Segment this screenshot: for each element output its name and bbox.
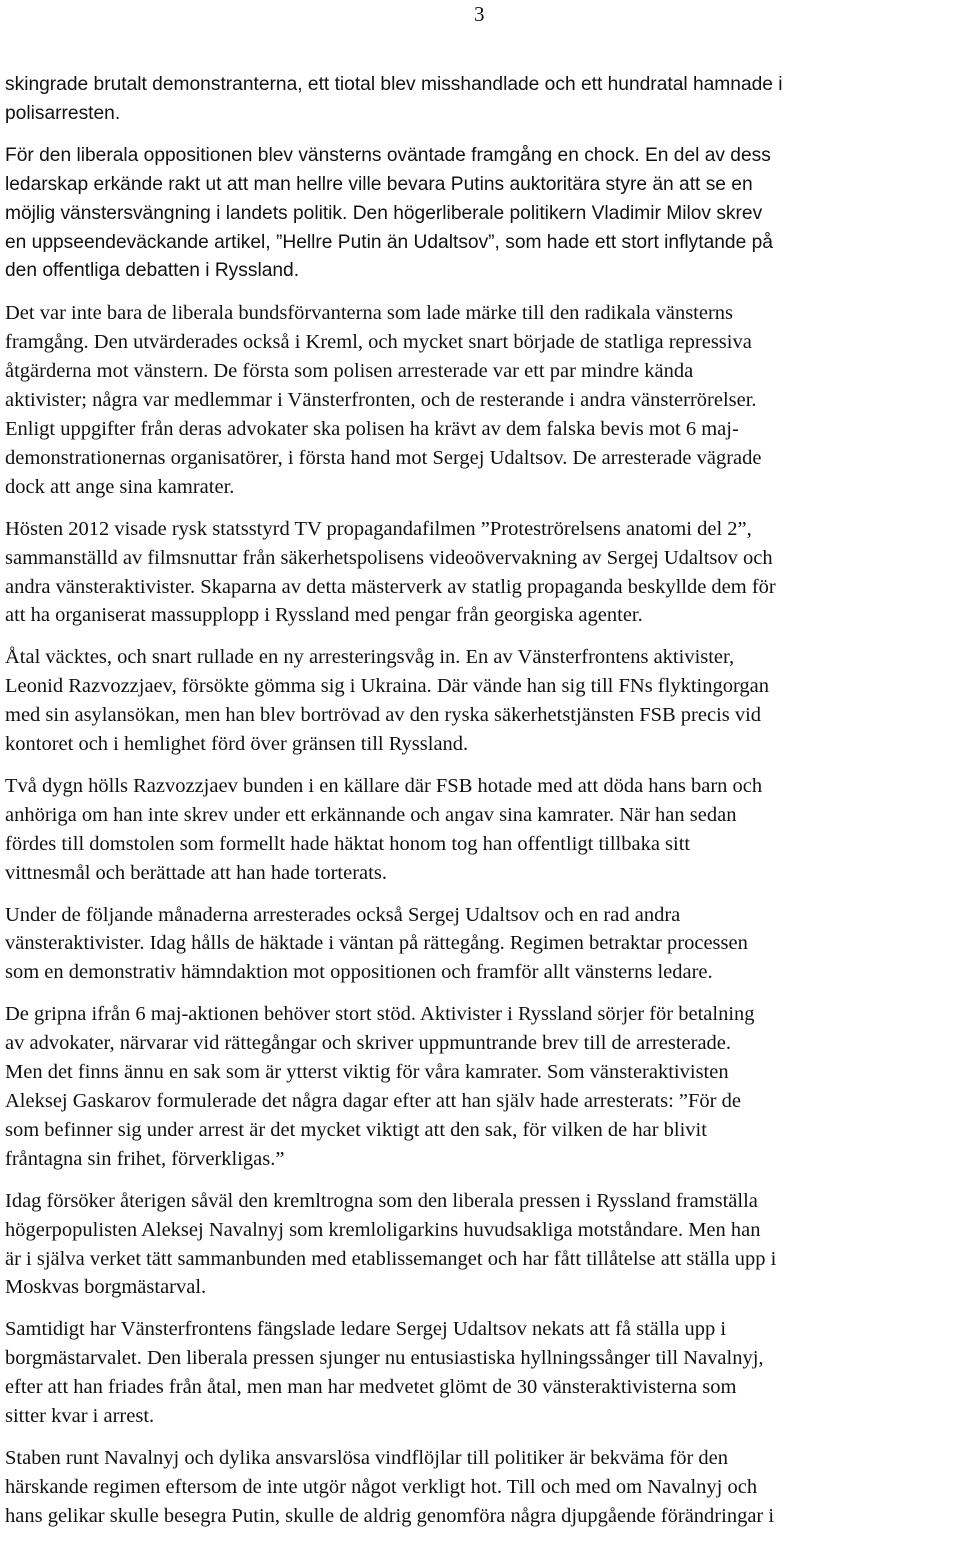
text-line: Åtal väcktes, och snart rullade en ny arresteringsvåg in. En av Vänsterfrontens aktivister, <box>5 646 735 669</box>
paragraph <box>5 299 953 501</box>
text-line: De gripna ifrån 6 maj-aktionen behöver stort stöd. Aktivister i Ryssland sörjer för betalning <box>5 1003 755 1026</box>
text-line: dock att ange sina kamrater. <box>5 475 235 498</box>
paragraph <box>5 1187 953 1303</box>
paragraph <box>5 142 953 287</box>
paragraph <box>5 643 953 759</box>
text-line: ledarskap erkände rakt ut att man hellre ville bevara Putins auktoritära styre än att se en <box>5 173 753 195</box>
text-line: borgmästarvalet. Den liberala pressen sjunger nu entusiastiska hyllningssånger till Navalnyj, <box>5 1347 764 1370</box>
paragraph <box>5 772 953 888</box>
text-line: aktivister; några var medlemmar i Vänsterfronten, och de resterande i andra vänsterrörelser. <box>5 389 757 412</box>
text-line: Idag försöker återigen såväl den kremltrogna som den liberala pressen i Ryssland framställa <box>5 1189 758 1212</box>
text-line: som en demonstrativ hämndaktion mot oppositionen och framför allt vänsterns ledare. <box>5 961 713 984</box>
text-line: är i själva verket tätt sammanbunden med etablissemanget och har fått tillåtelse att ställa upp i <box>5 1247 777 1270</box>
text-line: andra vänsteraktivister. Skaparna av detta mästerverk av statlig propaganda beskyllde dem för <box>5 575 776 598</box>
text-line: av advokater, närvarar vid rättegångar och skriver uppmuntrande brev till de arresterade. <box>5 1032 732 1055</box>
text-line: Hösten 2012 visade rysk statsstyrd TV propagandafilmen ”Proteströrelsens anatomi del 2”, <box>5 517 752 540</box>
document-body <box>5 71 953 1544</box>
text-line: hans gelikar skulle besegra Putin, skulle de aldrig genomföra några djupgående förändringar i <box>5 1504 775 1527</box>
text-line: polisarresten. <box>5 102 121 124</box>
text-line: som befinner sig under arrest är det mycket viktigt att den sak, för vilken de har blivit <box>5 1118 707 1141</box>
text-line: vittnesmål och berättade att han hade torterats. <box>5 861 387 884</box>
text-line: Samtidigt har Vänsterfrontens fängslade ledare Sergej Udaltsov nekats att få ställa upp i <box>5 1318 727 1341</box>
text-line: sammanställd av filmsnuttar från säkerhetspolisens videoövervakning av Sergej Udaltsov och <box>5 546 773 569</box>
text-line: härskande regimen eftersom de inte utgör något verkligt hot. Till och med om Navalnyj och <box>5 1475 758 1498</box>
text-line: Enligt uppgifter från deras advokater ska polisen ha krävt av dem falska bevis mot 6 maj- <box>5 417 739 440</box>
text-line: sitter kvar i arrest. <box>5 1405 155 1428</box>
paragraph <box>5 71 953 129</box>
text-line: kontoret och i hemlighet förd över gränsen till Ryssland. <box>5 733 469 756</box>
text-line: framgång. Den utvärderades också i Kreml, och mycket snart började de statliga repressiva <box>5 331 752 354</box>
paragraph <box>5 901 953 988</box>
paragraph <box>5 1444 953 1531</box>
text-line: skingrade brutalt demonstranterna, ett tiotal blev misshandlade och ett hundratal hamnade i <box>5 74 783 95</box>
paragraph <box>5 515 953 631</box>
text-line: anhöriga om han inte skrev under ett erkännande och angav sina kamrater. När han sedan <box>5 803 737 826</box>
text-line: Två dygn hölls Razvozzjaev bunden i en källare där FSB hotade med att döda hans barn och <box>5 774 763 797</box>
text-line: Men det finns ännu en sak som är ytterst viktig för våra kamrater. Som vänsteraktivisten <box>5 1061 729 1084</box>
text-line: att ha organiserat massupplopp i Ryssland med pengar från georgiska agenter. <box>5 604 643 627</box>
page-number: 3 <box>474 2 485 26</box>
text-line: fördes till domstolen som formellt hade häktat honom tog han offentligt tillbaka sitt <box>5 832 691 855</box>
text-line: högerpopulisten Aleksej Navalnyj som kremloligarkins huvudsakliga motståndare. Men han <box>5 1218 761 1241</box>
text-line: möjlig vänstersvängning i landets politik. Den högerliberale politikern Vladimir Milov skrev <box>5 202 763 224</box>
text-line: demonstrationernas organisatörer, i första hand mot Sergej Udaltsov. De arresterade vägrade <box>5 446 762 469</box>
paragraph <box>5 1000 953 1173</box>
text-line: Moskvas borgmästarval. <box>5 1276 207 1299</box>
text-line: åtgärderna mot vänstern. De första som polisen arresterade var ett par mindre kända <box>5 360 694 383</box>
text-line: fråntagna sin frihet, förverkligas.” <box>5 1147 285 1170</box>
text-line: en uppseendeväckande artikel, ”Hellre Putin än Udaltsov”, som hade ett stort inflytande på <box>5 231 773 253</box>
text-line: Staben runt Navalnyj och dylika ansvarslösa vindflöjlar till politiker är bekväma för den <box>5 1446 728 1469</box>
text-line: Under de följande månaderna arresterades också Sergej Udaltsov och en rad andra <box>5 903 681 926</box>
text-line: Leonid Razvozzjaev, försökte gömma sig i Ukraina. Där vände han sig till FNs flyktingorgan <box>5 675 770 698</box>
text-line: den offentliga debatten i Ryssland. <box>5 260 300 282</box>
text-line: med sin asylansökan, men han blev bortrövad av den ryska säkerhetstjänsten FSB precis vid <box>5 704 762 727</box>
text-line: efter att han friades från åtal, men man har medvetet glömt de 30 vänsteraktivisterna som <box>5 1376 737 1399</box>
text-line: vänsteraktivister. Idag hålls de häktade i väntan på rättegång. Regimen betraktar processen <box>5 932 748 955</box>
text-line: För den liberala oppositionen blev vänsterns oväntade framgång en chock. En del av dess <box>5 144 771 166</box>
text-line: Aleksej Gaskarov formulerade det några dagar efter att han själv hade arresterats: ”För de <box>5 1090 741 1112</box>
paragraph <box>5 1315 953 1431</box>
text-line: Det var inte bara de liberala bundsförvanterna som lade märke till den radikala vänsterns <box>5 302 734 325</box>
